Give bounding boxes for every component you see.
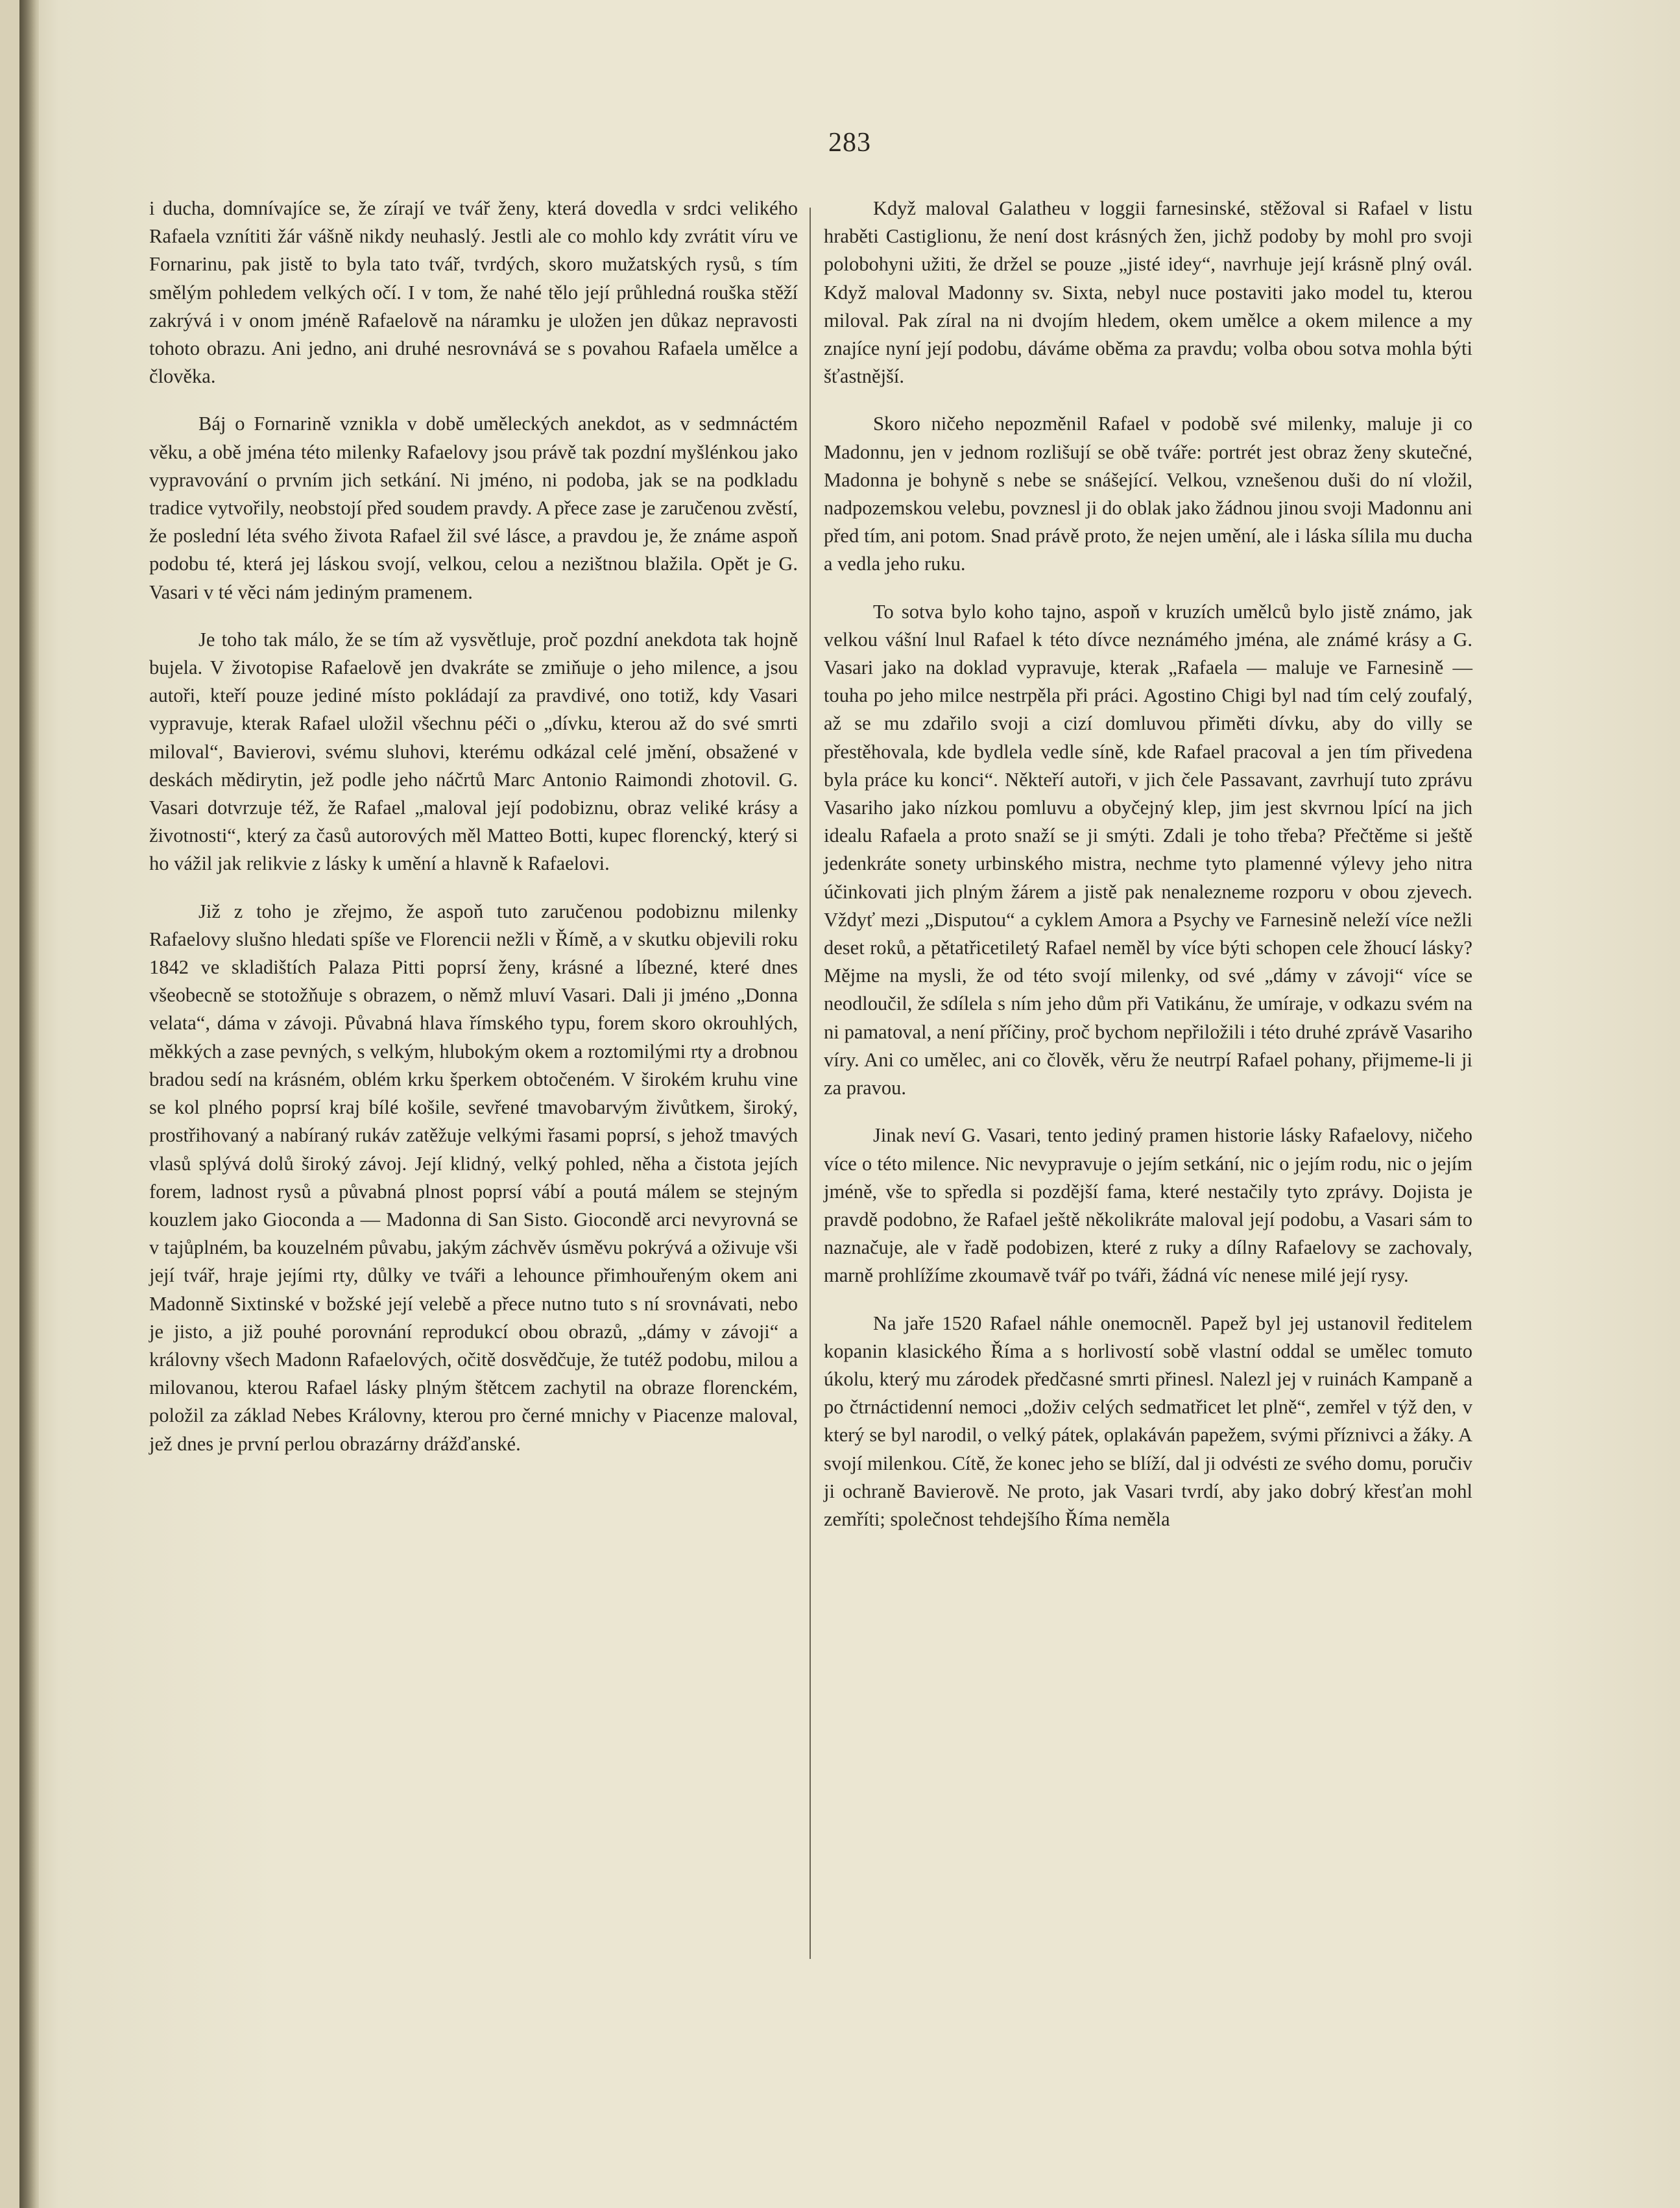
page-number: 283 xyxy=(828,128,871,158)
column-divider xyxy=(810,208,811,1959)
paragraph: Je toho tak málo, že se tím až vysvětluje, proč pozdní anekdota tak hojně bujela. V životopise Rafaelově jen dvakráte se zmiňuje o jeho milence, a jsou autoři, kteří pouze jediné místo pokládají za pravdivé, ono totiž, kdy Vasari vypravuje, kterak Rafael uložil všechnu péči o „dívku, kterou až do své smrti miloval“, Bavierovi, svému sluhovi, kterému odkázal celé jmění, obsažené v deskách mědirytin, jež podle jeho náčrtů Marc Antonio Raimondi zhotovil. G. Vasari dotvrzuje též, že Rafael „maloval její podobiznu, obraz veliké krásy a životnosti“, který za časů autorových měl Matteo Botti, kupec florencký, který si ho vážil jak relikvie z lásky k umění a hlavně k Rafaelovi. xyxy=(149,628,798,875)
paragraph: Jinak neví G. Vasari, tento jediný pramen historie lásky Rafaelovy, ničeho více o této milence. Nic nevypravuje o jejím setkání, nic o jejím rodu, nic o jejím jméně, vše to spředla si pozdější fama, které nestačily tyto zprávy. Dojista je pravdě podobno, že Rafael ještě několikráte maloval její podobu, a Vasari sám to naznačuje, ale v řadě podobizen, které z ruky a dílny Rafaelovy se zachovaly, marně prohlížíme zkoumavě tvář po tváři, žádná víc nenese milé její rysy. xyxy=(824,1124,1472,1287)
paragraph: To sotva bylo koho tajno, aspoň v kruzích umělců bylo jistě známo, jak velkou vášní lnul Rafael k této dívce neznámého jména, ale známé krásy a G. Vasari jako na doklad vypravuje, kterak „Rafaela — maluje ve Farnesině — touha po jeho milce nestrpěla při práci. Agostino Chigi byl nad tím celý zoufalý, až se mu zdařilo svoji a cizí domluvou přiměti dívku, aby do villy se přestěhovala, kde bydlela vedle síně, kde Rafael pracoval a jen tím přivedena byla práce ku konci“. Někteří autoři, v jich čele Passavant, zavrhují tuto zprávu Vasariho jako nízkou pomluvu a obyčejný klep, jim jest skvrnou lpící na jich idealu Rafaela a proto snaží se ji smýti. Zdali je toho třeba? Přečtěme si ještě jedenkráte sonety urbinského mistra, nechme tyto plamenné výlevy jeho nitra účinkovati jich plným žárem a jistě pak nenalezneme rozporu v obou zjevech. Vždyť mezi „Disputou“ a cyklem Amora a Psychy ve Farnesině neleží více nežli deset roků, a pětatřicetiletý Rafael neměl by více býti schopen cele žhoucí lásky? Mějme na mysli, že od této svojí milenky, od své „dámy v závoji“ více se neodloučil, že sdílela s ním jeho dům při Vatikánu, že umíraje, v odkazu svém na ni pamatoval, a není příčiny, proč bychom nepřiložili i této druhé zprávě Vasariho víry. Ani co umělec, ani co člověk, věru že neutrpí Rafael pohany, přijmeme-li ji za pravou. xyxy=(824,600,1472,1099)
book-page xyxy=(19,0,1680,2208)
paragraph: i ducha, domnívajíce se, že zírají ve tvář ženy, která dovedla v srdci velikého Rafaela vznítiti žár vášně nikdy neuhaslý. Jestli ale co mohlo kdy zvrátit víru ve Fornarinu, pak jistě to byla tato tvář, tvrdých, skoro mužatských rysů, s tím smělým pohledem velkých očí. I v tom, že nahé tělo její průhledná rouška stěží zakrývá i v onom jméně Rafaelově na náramku je uložen jen důkaz nepravosti tohoto obrazu. Ani jedno, ani druhé nesrovnává se s povahou Rafaela umělce a člověka. xyxy=(149,197,798,388)
gutter-shadow xyxy=(19,0,36,2208)
paragraph: Skoro ničeho nepozměnil Rafael v podobě své milenky, maluje ji co Madonnu, jen v jednom rozlišují se obě tváře: portrét jest obraz ženy skutečné, Madonna je bohyně s nebe se snášející. Velkou, vznešenou duši do ní vložil, nadpozemskou velebu, povznesl ji do oblak jako žádnou jinou svoji Madonnu ani před tím, ani potom. Snad právě proto, že nejen umění, ale i láska sílila mu ducha a vedla jeho ruku. xyxy=(824,413,1472,575)
paragraph: Na jaře 1520 Rafael náhle onemocněl. Papež byl jej ustanovil ředitelem kopanin klasického Říma a s horlivostí sobě vlastní oddal se umělec tomuto úkolu, který mu zárodek předčasné smrti přinesl. Nalezl jej v ruinách Kampaně a po čtrnáctidenní nemoci „doživ celých sedmatřicet let plně“, zemřel v týž den, v který se byl narodil, o velký pátek, oplakáván papežem, svými příznivci a žáky. A svojí milenkou. Cítě, že konec jeho se blíží, dal ji odvésti ze svého domu, poručiv ji ochraně Bavierově. Ne proto, jak Vasari tvrdí, aby jako dobrý křesťan mohl zemříti; společnost tehdejšího Říma neměla xyxy=(824,1312,1472,1530)
left-column xyxy=(149,195,798,1478)
paragraph: Báj o Fornarině vznikla v době uměleckých anekdot, as v sedmnáctém věku, a obě jména této milenky Rafaelovy jsou právě tak pozdní myšlénkou jako vypravování o prvním jich setkání. Ni jméno, ni podoba, jak se na podkladu tradice vytvořily, neobstojí před soudem pravdy. A přece zase je zaručenou zvěstí, že poslední léta svého života Rafael žil své lásce, a pravdou je, že známe aspoň podobu té, která jej láskou svojí, velkou, celou a nezištnou blažila. Opět je G. Vasari v té věci nám jediným pramenem. xyxy=(149,413,798,603)
paragraph: Když maloval Galatheu v loggii farnesinské, stěžoval si Rafael v listu hraběti Castiglionu, že není dost krásných žen, jichž podoby by mohl pro svoji polobohyni užiti, že držel se pouze „jisté idey“, navrhuje její krásně plný ovál. Když maloval Madonny sv. Sixta, nebyl nuce postaviti jako model tu, kterou miloval. Pak zíral na ni dvojím hledem, okem umělce a okem milence a my znajíce nyní její podobu, dáváme oběma za pravdu; volba obou sotva mohla býti šťastnější. xyxy=(824,197,1472,388)
right-column xyxy=(824,195,1472,1553)
paragraph: Již z toho je zřejmo, že aspoň tuto zaručenou podobiznu milenky Rafaelovy slušno hledati spíše ve Florencii nežli v Římě, a v skutku objevili roku 1842 ve skladištích Palaza Pitti poprsí ženy, krásné a líbezné, které dnes všeobecně se stotožňuje s obrazem, o němž mluví Vasari. Dali ji jméno „Donna velata“, dáma v závoji. Půvabná hlava římského typu, forem skoro okrouhlých, měkkých a zase pevných, s velkým, hlubokým okem a roztomilými rty a drobnou bradou sedí na krásném, oblém krku šperkem obtočeném. V širokém kruhu vine se kol plného poprsí kraj bílé košile, sevřené tmavobarvým živůtkem, široký, prostřihovaný a nabíraný rukáv zatěžuje velkými řasami poprsí, s jehož tmavých vlasů splývá dolů široký závoj. Její klidný, velký pohled, něha a čistota jejích forem, ladnost rysů a půvabná plnost poprsí vábí a poutá málem se stejným kouzlem jako Gioconda a — Madonna di San Sisto. Giocondě arci nevyrovná se v tajůplném, ba kouzelném půvabu, jakým záchvěv úsměvu pokrývá a oživuje vši její tvář, hraje jejími rty, důlky ve tváři a lehounce přimhouřeným okem ani Madonně Sixtinské v božské její velebě a přece nutno tuto s ní srovnávati, nebo je jisto, a již pouhé porovnání reprodukcí obou obrazů, „dámy v závoji“ a královny všech Madonn Rafaelových, očitě dosvědčuje, že tutéž podobu, milou a milovanou, kterou Rafael lásky plným štětcem zachytil na obraze florenckém, položil za základ Nebes Královny, kterou pro černé mnichy v Piacenze maloval, jež dnes je první perlou obrazárny drážďanské. xyxy=(149,900,798,1455)
